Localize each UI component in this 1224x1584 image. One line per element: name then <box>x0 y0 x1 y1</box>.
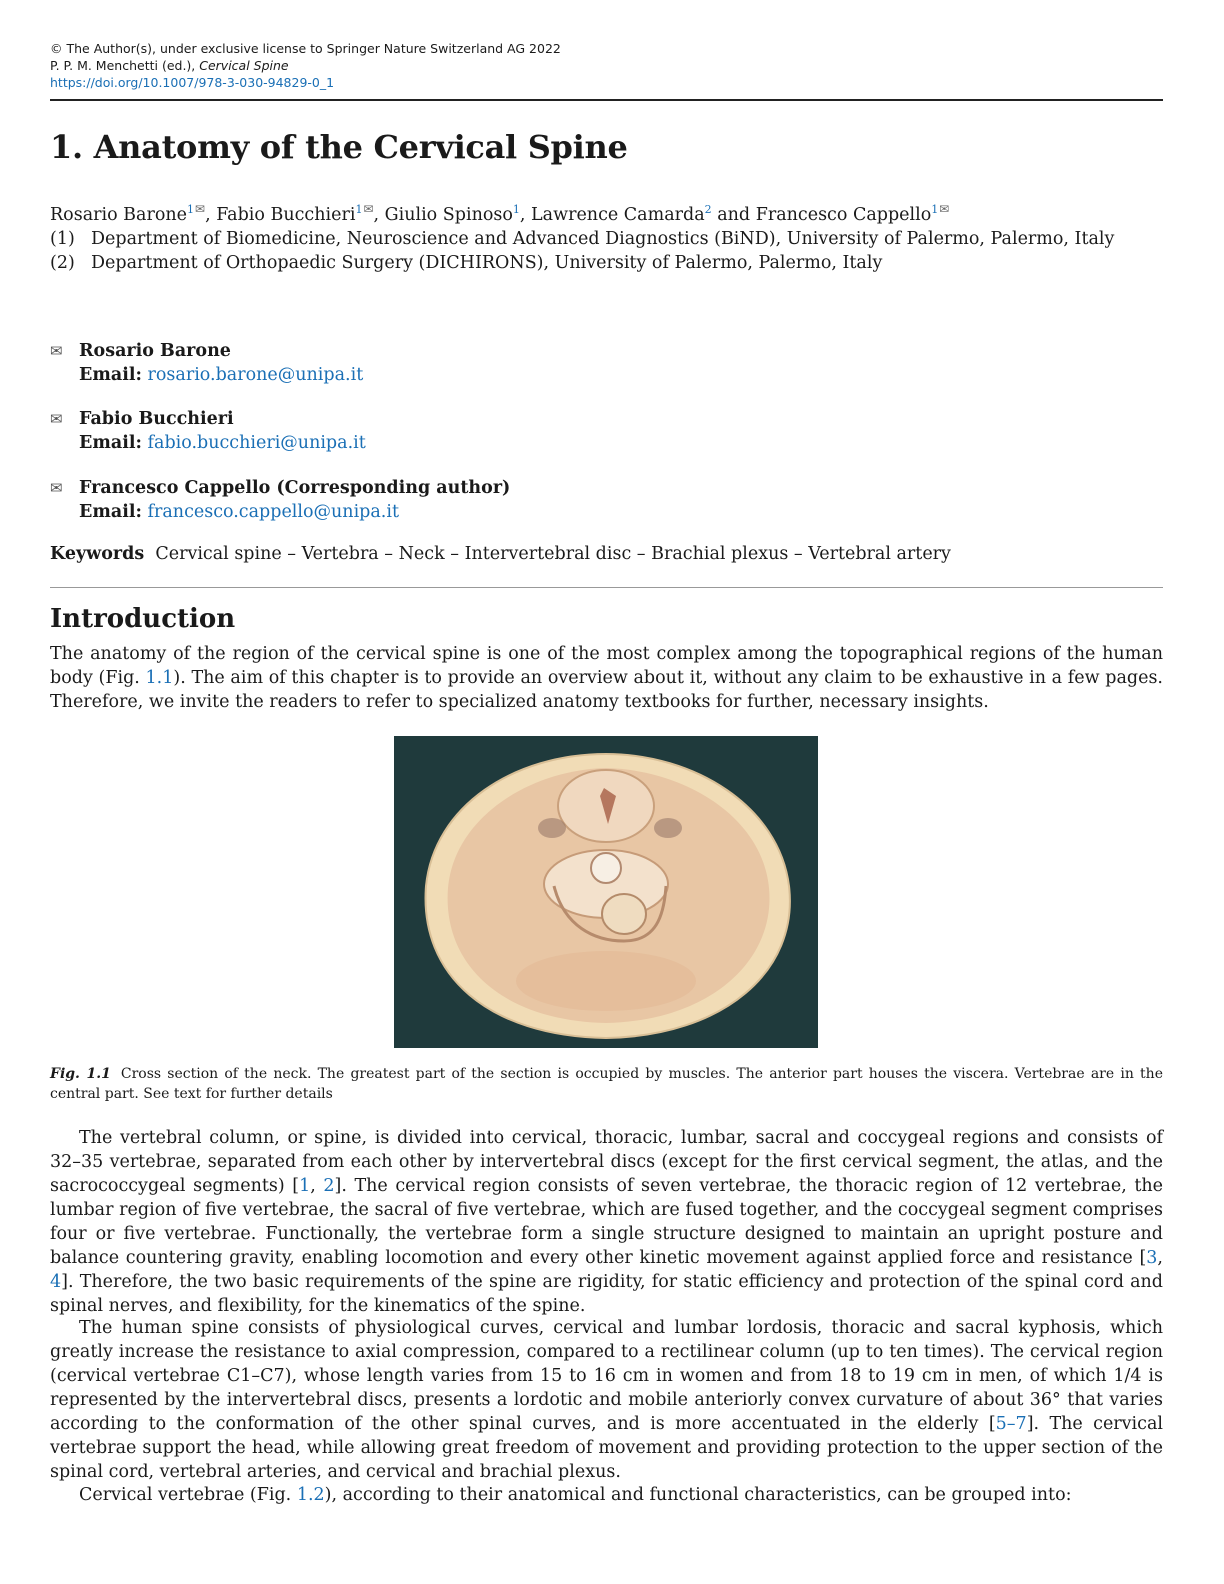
contact-fabio-bucchieri <box>50 407 366 455</box>
citation-ref[interactable]: 1 <box>299 1176 311 1196</box>
envelope-icon: ✉ <box>50 479 63 497</box>
editor-text: P. P. M. Menchetti (ed.), <box>50 58 200 73</box>
envelope-icon[interactable]: ✉ <box>939 202 950 216</box>
keywords-label: Keywords <box>50 544 145 564</box>
text: ]. The cervical vertebrae support the head, while allowing great freedom of movement and providing protection to the upper section of the spinal cord, vertebral arteries, and cervical and brachial plexus. <box>50 1414 1163 1482</box>
citation-ref[interactable]: 4 <box>50 1272 62 1292</box>
keywords-text: Cervical spine – Vertebra – Neck – Intervertebral disc – Brachial plexus – Vertebral artery <box>155 544 951 564</box>
email-label: Email: <box>79 365 142 385</box>
book-title: Cervical Spine <box>199 58 289 73</box>
text: , <box>310 1176 324 1196</box>
contact-name: Fabio Bucchieri <box>79 409 234 429</box>
chapter-metadata <box>50 40 1163 91</box>
figure-caption <box>50 1064 1163 1104</box>
figure-label: Fig. 1.1 <box>50 1066 111 1082</box>
envelope-icon[interactable]: ✉ <box>363 202 374 216</box>
text: Cervical vertebrae (Fig. <box>79 1485 297 1505</box>
email-label: Email: <box>79 433 142 453</box>
intro-paragraph <box>50 642 1163 714</box>
envelope-icon: ✉ <box>50 410 63 428</box>
affiliation-superscript[interactable]: 1 <box>187 203 195 216</box>
author-separator: and <box>711 204 756 225</box>
affiliation-text: Department of Biomedicine, Neuroscience and Advanced Diagnostics (BiND), University of Palermo, Palermo, Italy <box>91 228 1115 249</box>
author-name: Giulio Spinoso <box>384 204 513 225</box>
carotid-left <box>538 818 566 838</box>
body-paragraph-1 <box>50 1126 1163 1318</box>
affiliation-2 <box>50 251 1163 275</box>
author-separator: , <box>205 204 217 225</box>
section-divider <box>50 587 1163 588</box>
posterior-muscles <box>516 951 696 1011</box>
body-paragraph-2 <box>50 1316 1163 1484</box>
envelope-icon[interactable]: ✉ <box>195 202 206 216</box>
author-list <box>50 197 1163 227</box>
affiliation-text: Department of Orthopaedic Surgery (DICHIRONS), University of Palermo, Palermo, Italy <box>91 252 883 273</box>
spinal-cord <box>602 894 646 934</box>
email-label: Email: <box>79 502 142 522</box>
author-name: Rosario Barone <box>50 204 188 225</box>
text: The anatomy of the region of the cervical spine is one of the most complex among the topographical regions of the human body (Fig. <box>50 644 1163 688</box>
text: ), according to their anatomical and functional characteristics, can be grouped into: <box>324 1485 1072 1505</box>
author-name: Fabio Bucchieri <box>216 204 356 225</box>
citation-ref[interactable]: 5–7 <box>995 1414 1027 1434</box>
affiliation-1 <box>50 227 1163 251</box>
copyright-line: © The Author(s), under exclusive license to Springer Nature Switzerland AG 2022 <box>50 41 561 56</box>
text: ]. The cervical region consists of seven vertebrae, the thoracic region of 12 vertebrae, the lumbar region of five vertebrae, the sacral of five vertebrae, which are fused together, and the coccygeal segment comprises four or five vertebrae. Functionally, the vertebrae form a single structure designed to maintain an upright posture and balance countering gravity, enabling locomotion and every other kinetic movement against applied force and resistance [ <box>50 1176 1163 1268</box>
text: The human spine consists of physiological curves, cervical and lumbar lordosis, thoracic and sacral kyphosis, which greatly increase the resistance to axial compression, compared to a rectilinear column (up to ten times). The cervical region (cervical vertebrae C1–C7), whose length varies from 15 to 16 cm in women and from 18 to 19 cm in men, of which 1/4 is represented by the intervertebral discs, presents a lordotic and mobile anteriorly convex curvature of about 36° that varies according to the conformation of the other spinal curves, and is more accentuated in the elderly [ <box>50 1318 1163 1434</box>
text: ). The aim of this chapter is to provide an overview about it, without any claim to be exhaustive in a few pages. Therefore, we invite the readers to refer to specialized anatomy textbooks for further, necessary insights. <box>50 668 1163 712</box>
affiliation-superscript[interactable]: 1 <box>512 203 520 216</box>
author-name: Francesco Cappello <box>755 204 932 225</box>
email-link[interactable]: francesco.cappello@unipa.it <box>147 502 399 522</box>
envelope-icon: ✉ <box>50 342 63 360</box>
figure-ref[interactable]: 1.2 <box>296 1485 325 1505</box>
affiliation-superscript[interactable]: 1 <box>931 203 939 216</box>
author-separator: , <box>373 204 385 225</box>
email-link[interactable]: rosario.barone@unipa.it <box>147 365 364 385</box>
author-name: Lawrence Camarda <box>531 204 705 225</box>
contact-name: Francesco Cappello (Corresponding author) <box>79 478 511 498</box>
text: The vertebral column, or spine, is divided into cervical, thoracic, lumbar, sacral and coccygeal regions and consists of 32–35 vertebrae, separated from each other by intervertebral discs (except for the first cervical segment, the atlas, and the sacrococcygeal segments) [ <box>50 1128 1163 1196</box>
contact-rosario-barone <box>50 339 363 387</box>
body-paragraph-3 <box>50 1483 1163 1507</box>
contact-francesco-cappello <box>50 476 510 524</box>
affiliation-number: (2) <box>50 252 75 273</box>
keywords <box>50 544 951 564</box>
citation-ref[interactable]: 2 <box>323 1176 335 1196</box>
editor-line <box>50 57 1163 74</box>
doi-link[interactable]: https://doi.org/10.1007/978-3-030-94829-0_1 <box>50 75 335 90</box>
text: ]. Therefore, the two basic requirements of the spine are rigidity, for static efficiency and protection of the spinal cord and spinal nerves, and flexibility, for the kinematics of the spine. <box>50 1272 1163 1316</box>
chapter-title: 1. Anatomy of the Cervical Spine <box>50 128 628 166</box>
dens <box>591 853 621 883</box>
text: , <box>1157 1248 1163 1268</box>
author-block <box>50 197 1163 275</box>
carotid-right <box>654 818 682 838</box>
affiliation-number: (1) <box>50 228 75 249</box>
header-divider <box>50 99 1163 101</box>
affiliation-superscript[interactable]: 1 <box>355 203 363 216</box>
affiliation-superscript[interactable]: 2 <box>704 203 712 216</box>
neck-cross-section-figure <box>394 736 818 1048</box>
citation-ref[interactable]: 3 <box>1146 1248 1158 1268</box>
author-separator: , <box>519 204 532 225</box>
email-link[interactable]: fabio.bucchieri@unipa.it <box>147 433 366 453</box>
caption-text: Cross section of the neck. The greatest part of the section is occupied by muscles. The anterior part houses the viscera. Vertebrae are in the central part. See text for further details <box>50 1066 1163 1102</box>
contact-name: Rosario Barone <box>79 341 231 361</box>
figure-ref[interactable]: 1.1 <box>145 668 174 688</box>
section-heading-introduction: Introduction <box>50 604 236 634</box>
